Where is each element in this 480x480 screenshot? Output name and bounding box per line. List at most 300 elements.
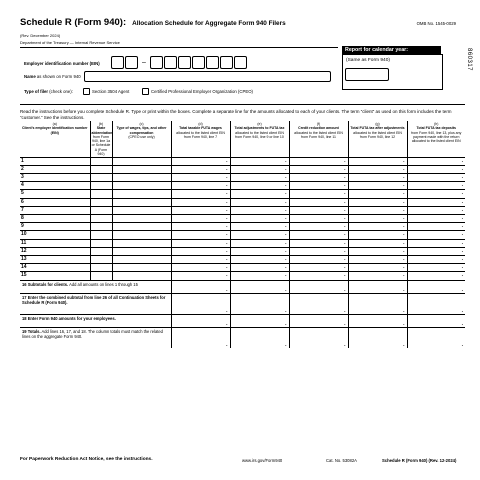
- amount-cell[interactable]: [289, 223, 348, 231]
- amount-cell[interactable]: [407, 247, 465, 255]
- amount-cell[interactable]: [171, 165, 230, 173]
- section-divider: [20, 104, 465, 105]
- report-year-note: (Same as Form 940): [346, 58, 390, 63]
- summary-row: [20, 314, 465, 327]
- amount-cell[interactable]: [289, 231, 348, 239]
- amount-cell[interactable]: [230, 165, 289, 173]
- row-number-cell[interactable]: 12: [20, 247, 90, 255]
- name-field[interactable]: [84, 71, 331, 82]
- amount-cell[interactable]: [289, 272, 348, 280]
- summary-amount-cell[interactable]: [289, 293, 348, 314]
- table-header: [20, 121, 465, 157]
- amount-cell[interactable]: [407, 190, 465, 198]
- decimal-point: .: [403, 182, 405, 189]
- table-row: [20, 182, 465, 190]
- decimal-point: .: [285, 190, 287, 197]
- decimal-point: .: [461, 182, 463, 189]
- filer-type-label-bold: Type of filer: [24, 89, 49, 94]
- amount-cell[interactable]: [171, 182, 230, 190]
- amount-cell[interactable]: [348, 223, 407, 231]
- decimal-point: .: [285, 206, 287, 213]
- amount-cell[interactable]: [171, 231, 230, 239]
- form-identifier: Schedule R (Form 940) (Rev. 12-2024): [382, 458, 457, 463]
- amount-cell[interactable]: [230, 247, 289, 255]
- decimal-point: .: [403, 286, 405, 293]
- compensation-type-cell[interactable]: [112, 173, 171, 181]
- amount-cell[interactable]: [407, 206, 465, 214]
- table-row: [20, 198, 465, 206]
- compensation-type-cell[interactable]: [112, 182, 171, 190]
- amount-cell[interactable]: [230, 206, 289, 214]
- decimal-point: .: [344, 342, 346, 349]
- amount-cell[interactable]: [171, 272, 230, 280]
- department-line: Department of the Treasury — Internal Revenue Service: [20, 40, 120, 45]
- amount-cell[interactable]: [171, 198, 230, 206]
- summary-label-bold: Subtotals for clients.: [27, 281, 69, 287]
- state-cell[interactable]: [90, 272, 112, 280]
- decimal-point: .: [226, 165, 228, 172]
- amount-cell[interactable]: [407, 272, 465, 280]
- revision-date: (Rev. December 2024): [20, 33, 61, 38]
- amount-cell[interactable]: [348, 198, 407, 206]
- ein-digit-box[interactable]: [111, 56, 124, 69]
- table-row: [20, 255, 465, 263]
- decimal-point: .: [403, 198, 405, 205]
- state-cell[interactable]: [90, 198, 112, 206]
- summary-amount-cell[interactable]: [230, 314, 289, 327]
- decimal-point: .: [344, 239, 346, 246]
- summary-amount-cell[interactable]: [230, 327, 289, 348]
- decimal-point: .: [403, 239, 405, 246]
- summary-line-number: 18: [22, 315, 27, 321]
- ein-digit-box[interactable]: [220, 56, 233, 69]
- decimal-point: .: [403, 206, 405, 213]
- amount-cell[interactable]: [171, 206, 230, 214]
- amount-cell[interactable]: [171, 223, 230, 231]
- compensation-type-cell[interactable]: [112, 157, 171, 165]
- decimal-point: .: [226, 173, 228, 180]
- summary-amount-cell[interactable]: [230, 293, 289, 314]
- decimal-point: .: [461, 239, 463, 246]
- ein-label: Employer identification number (EIN): [24, 61, 100, 66]
- amount-cell[interactable]: [230, 239, 289, 247]
- decimal-point: .: [285, 239, 287, 246]
- decimal-point: .: [461, 157, 463, 164]
- decimal-point: .: [403, 231, 405, 238]
- amount-cell[interactable]: [289, 157, 348, 165]
- decimal-point: .: [344, 206, 346, 213]
- table-row: [20, 206, 465, 214]
- amount-cell[interactable]: [348, 206, 407, 214]
- amount-cell[interactable]: [407, 214, 465, 222]
- cpeo-label: Certified Professional Employer Organization (CPEO): [151, 89, 253, 94]
- decimal-point: .: [285, 264, 287, 271]
- decimal-point: .: [285, 272, 287, 279]
- decimal-point: .: [403, 264, 405, 271]
- decimal-point: .: [344, 286, 346, 293]
- decimal-point: .: [226, 255, 228, 262]
- decimal-point: .: [285, 165, 287, 172]
- decimal-point: .: [226, 223, 228, 230]
- decimal-point: .: [285, 255, 287, 262]
- decimal-point: .: [226, 307, 228, 314]
- amount-cell[interactable]: [289, 264, 348, 272]
- column-header: (g) Total FUTA tax after adjustments allocated to the listed client EIN from Form 940, line 12: [348, 121, 407, 157]
- amount-cell[interactable]: [289, 206, 348, 214]
- form-subtitle: Allocation Schedule for Aggregate Form 940 Filers: [132, 20, 286, 27]
- ein-digit-box[interactable]: [125, 56, 138, 69]
- amount-cell[interactable]: [407, 157, 465, 165]
- summary-amount-cell[interactable]: [171, 314, 230, 327]
- decimal-point: .: [226, 239, 228, 246]
- ein-digit-box[interactable]: [192, 56, 205, 69]
- decimal-point: .: [461, 214, 463, 221]
- decimal-point: .: [403, 342, 405, 349]
- amount-cell[interactable]: [289, 214, 348, 222]
- amount-cell[interactable]: [407, 231, 465, 239]
- compensation-type-cell[interactable]: [112, 272, 171, 280]
- amount-cell[interactable]: [407, 173, 465, 181]
- decimal-point: .: [285, 286, 287, 293]
- amount-cell[interactable]: [230, 231, 289, 239]
- state-cell[interactable]: [90, 173, 112, 181]
- decimal-point: .: [461, 342, 463, 349]
- decimal-point: .: [461, 264, 463, 271]
- summary-line-number: 17: [22, 294, 27, 300]
- decimal-point: .: [344, 255, 346, 262]
- decimal-point: .: [344, 231, 346, 238]
- catalog-number: Cat. No. 53082A: [326, 458, 357, 463]
- column-header: (f) Credit reduction amount allocated to the listed client EIN from Form 940, line 11: [289, 121, 348, 157]
- table-row: [20, 272, 465, 280]
- decimal-point: .: [403, 157, 405, 164]
- amount-cell[interactable]: [407, 165, 465, 173]
- amount-cell[interactable]: [348, 182, 407, 190]
- form-side-code: 860317: [466, 48, 472, 72]
- ein-digit-box[interactable]: [164, 56, 177, 69]
- column-header: (e) Total adjustments to FUTA tax allocated to the listed client EIN from Form 940, line 9 or line 10: [230, 121, 289, 157]
- amount-cell[interactable]: [171, 255, 230, 263]
- decimal-point: .: [226, 157, 228, 164]
- table-row: [20, 157, 465, 165]
- amount-cell[interactable]: [348, 272, 407, 280]
- table-row: [20, 223, 465, 231]
- header-divider: [20, 47, 338, 48]
- table-row: [20, 247, 465, 255]
- table-row: [20, 173, 465, 181]
- decimal-point: .: [226, 320, 228, 327]
- column-header: (b) State abbreviation from Form 940, line 1a or Schedule A (Form 940): [91, 122, 113, 157]
- amount-cell[interactable]: [289, 255, 348, 263]
- summary-amount-cell[interactable]: [348, 327, 407, 348]
- summary-label-bold: Enter the combined subtotal from line 26 of all Continuation Sheets for Schedule R (Form 940).: [22, 294, 166, 305]
- decimal-point: .: [403, 255, 405, 262]
- amount-cell[interactable]: [407, 255, 465, 263]
- amount-cell[interactable]: [171, 247, 230, 255]
- decimal-point: .: [285, 198, 287, 205]
- compensation-type-cell[interactable]: [112, 165, 171, 173]
- state-cell[interactable]: [90, 182, 112, 190]
- decimal-point: .: [403, 272, 405, 279]
- decimal-point: .: [285, 307, 287, 314]
- name-label-rest: as shown on Form 940: [35, 74, 81, 79]
- state-cell[interactable]: [90, 190, 112, 198]
- row-number-cell[interactable]: 5: [20, 190, 90, 198]
- decimal-point: .: [403, 223, 405, 230]
- compensation-type-cell[interactable]: [112, 247, 171, 255]
- amount-cell[interactable]: [407, 264, 465, 272]
- decimal-point: .: [344, 198, 346, 205]
- decimal-point: .: [403, 165, 405, 172]
- ein-dash: –: [142, 59, 146, 66]
- decimal-point: .: [226, 190, 228, 197]
- decimal-point: .: [226, 247, 228, 254]
- summary-row: [20, 280, 465, 293]
- amount-cell[interactable]: [171, 157, 230, 165]
- amount-cell[interactable]: [230, 190, 289, 198]
- row-number-cell[interactable]: 11: [20, 239, 90, 247]
- decimal-point: .: [403, 173, 405, 180]
- decimal-point: .: [344, 320, 346, 327]
- decimal-point: .: [226, 264, 228, 271]
- summary-label: [20, 314, 171, 327]
- state-cell[interactable]: [90, 223, 112, 231]
- decimal-point: .: [344, 214, 346, 221]
- summary-label-bold: Totals.: [27, 328, 41, 334]
- amount-cell[interactable]: [348, 231, 407, 239]
- decimal-point: .: [461, 173, 463, 180]
- summary-amount-cell[interactable]: [407, 293, 465, 314]
- summary-amount-cell[interactable]: [407, 280, 465, 293]
- decimal-point: .: [285, 223, 287, 230]
- row-number-cell[interactable]: 1: [20, 157, 90, 165]
- decimal-point: .: [226, 231, 228, 238]
- decimal-point: .: [344, 157, 346, 164]
- summary-label-rest: Add all amounts on lines 1 through 15: [68, 281, 138, 287]
- amount-cell[interactable]: [348, 173, 407, 181]
- decimal-point: .: [461, 165, 463, 172]
- decimal-point: .: [344, 223, 346, 230]
- amount-cell[interactable]: [230, 182, 289, 190]
- row-number-cell[interactable]: 4: [20, 182, 90, 190]
- summary-label: [20, 280, 171, 293]
- cpeo-checkbox[interactable]: [142, 88, 149, 95]
- report-year-header: Report for calendar year:: [342, 46, 441, 54]
- amount-cell[interactable]: [230, 272, 289, 280]
- summary-amount-cell[interactable]: [289, 314, 348, 327]
- decimal-point: .: [344, 165, 346, 172]
- column-header: (c) Type of wages, tips, and other compensation (CPEO use only): [112, 121, 171, 157]
- summary-label-rest: Add lines 16, 17, and 18. The column totals must match the related lines on the aggregate Form 940.: [22, 328, 163, 339]
- state-cell[interactable]: [90, 255, 112, 263]
- summary-line-number: 19: [22, 328, 27, 334]
- amount-cell[interactable]: [289, 239, 348, 247]
- state-cell[interactable]: [90, 206, 112, 214]
- table-row: [20, 165, 465, 173]
- filer-type-label-rest: (check one):: [48, 89, 73, 94]
- amount-cell[interactable]: [348, 165, 407, 173]
- amount-cell[interactable]: [171, 264, 230, 272]
- amount-cell[interactable]: [407, 198, 465, 206]
- amount-cell[interactable]: [230, 198, 289, 206]
- decimal-point: .: [226, 214, 228, 221]
- calendar-year-field[interactable]: [345, 68, 389, 81]
- amount-cell[interactable]: [171, 239, 230, 247]
- summary-amount-cell[interactable]: [171, 280, 230, 293]
- summary-amount-cell[interactable]: [230, 280, 289, 293]
- ein-digit-box[interactable]: [206, 56, 219, 69]
- state-cell[interactable]: [90, 264, 112, 272]
- amount-cell[interactable]: [289, 165, 348, 173]
- amount-cell[interactable]: [348, 264, 407, 272]
- section-3504-agent-checkbox[interactable]: [83, 88, 90, 95]
- compensation-type-cell[interactable]: [112, 239, 171, 247]
- amount-cell[interactable]: [289, 198, 348, 206]
- summary-amount-cell[interactable]: [289, 280, 348, 293]
- decimal-point: .: [461, 206, 463, 213]
- amount-cell[interactable]: [230, 264, 289, 272]
- amount-cell[interactable]: [289, 182, 348, 190]
- decimal-point: .: [285, 342, 287, 349]
- table-row: [20, 190, 465, 198]
- amount-cell[interactable]: [348, 157, 407, 165]
- decimal-point: .: [344, 272, 346, 279]
- summary-label: [20, 327, 171, 348]
- decimal-point: .: [461, 231, 463, 238]
- state-cell[interactable]: [90, 231, 112, 239]
- amount-cell[interactable]: [289, 190, 348, 198]
- decimal-point: .: [344, 173, 346, 180]
- summary-row: [20, 327, 465, 348]
- amount-cell[interactable]: [171, 173, 230, 181]
- ein-digit-box[interactable]: [234, 56, 247, 69]
- decimal-point: .: [461, 198, 463, 205]
- compensation-type-cell[interactable]: [112, 198, 171, 206]
- summary-amount-cell[interactable]: [407, 327, 465, 348]
- amount-cell[interactable]: [407, 239, 465, 247]
- amount-cell[interactable]: [348, 190, 407, 198]
- amount-cell[interactable]: [407, 182, 465, 190]
- summary-row: [20, 293, 465, 314]
- summary-label-bold: Enter Form 940 amounts for your employees.: [27, 315, 116, 321]
- summary-amount-cell[interactable]: [407, 314, 465, 327]
- form-url[interactable]: www.irs.gov/Form940: [242, 458, 283, 463]
- decimal-point: .: [461, 255, 463, 262]
- amount-cell[interactable]: [289, 247, 348, 255]
- decimal-point: .: [344, 307, 346, 314]
- compensation-type-cell[interactable]: [112, 214, 171, 222]
- form-title-main: Schedule R (Form 940):: [20, 17, 127, 28]
- decimal-point: .: [461, 190, 463, 197]
- row-number-cell[interactable]: 13: [20, 255, 90, 263]
- instructions-text: Read the instructions before you complete Schedule R. Type or print within the boxes. Complete a separate line for the amounts allocated to each of your clients. The term “client” as used on this form includes the term “customer.” See the instructions.: [20, 109, 452, 120]
- decimal-point: .: [226, 286, 228, 293]
- decimal-point: .: [461, 286, 463, 293]
- decimal-point: .: [344, 190, 346, 197]
- summary-amount-cell[interactable]: [348, 280, 407, 293]
- ein-digit-box[interactable]: [150, 56, 163, 69]
- compensation-type-cell[interactable]: [112, 255, 171, 263]
- section-3504-agent-label: Section 3504 Agent: [92, 89, 130, 94]
- row-number-cell[interactable]: 7: [20, 206, 90, 214]
- table-row: [20, 264, 465, 272]
- row-number-cell[interactable]: 2: [20, 165, 90, 173]
- decimal-point: .: [461, 272, 463, 279]
- amount-cell[interactable]: [348, 239, 407, 247]
- decimal-point: .: [226, 182, 228, 189]
- allocation-table: [20, 121, 465, 348]
- row-number-cell[interactable]: 9: [20, 223, 90, 231]
- decimal-point: .: [285, 182, 287, 189]
- summary-label: [20, 293, 171, 314]
- table-row: [20, 239, 465, 247]
- amount-cell[interactable]: [230, 214, 289, 222]
- decimal-point: .: [461, 247, 463, 254]
- decimal-point: .: [285, 247, 287, 254]
- compensation-type-cell[interactable]: [112, 223, 171, 231]
- row-number-cell[interactable]: 15: [20, 272, 90, 280]
- amount-cell[interactable]: [171, 214, 230, 222]
- summary-line-number: 16: [22, 281, 27, 287]
- state-cell[interactable]: [90, 247, 112, 255]
- state-cell[interactable]: [90, 239, 112, 247]
- decimal-point: .: [344, 182, 346, 189]
- table-row: [20, 231, 465, 239]
- state-cell[interactable]: [90, 165, 112, 173]
- form-title: [20, 17, 286, 28]
- row-number-cell[interactable]: 6: [20, 198, 90, 206]
- amount-cell[interactable]: [230, 223, 289, 231]
- decimal-point: .: [461, 307, 463, 314]
- name-label-bold: Name: [24, 74, 36, 79]
- compensation-type-cell[interactable]: [112, 190, 171, 198]
- compensation-type-cell[interactable]: [112, 264, 171, 272]
- summary-amount-cell[interactable]: [348, 314, 407, 327]
- summary-amount-cell[interactable]: [289, 327, 348, 348]
- summary-amount-cell[interactable]: [348, 293, 407, 314]
- decimal-point: .: [461, 223, 463, 230]
- summary-amount-cell[interactable]: [171, 293, 230, 314]
- column-header: (d) Total taxable FUTA wages allocated to the listed client EIN from Form 940, line 7: [171, 121, 230, 157]
- row-number-cell[interactable]: 8: [20, 214, 90, 222]
- amount-cell[interactable]: [407, 223, 465, 231]
- amount-cell[interactable]: [171, 190, 230, 198]
- decimal-point: .: [403, 247, 405, 254]
- decimal-point: .: [461, 320, 463, 327]
- amount-cell[interactable]: [230, 157, 289, 165]
- compensation-type-cell[interactable]: [112, 206, 171, 214]
- amount-cell[interactable]: [348, 255, 407, 263]
- ein-digit-box[interactable]: [178, 56, 191, 69]
- amount-cell[interactable]: [348, 247, 407, 255]
- paperwork-notice: For Paperwork Reduction Act Notice, see the instructions.: [20, 457, 153, 462]
- amount-cell[interactable]: [230, 255, 289, 263]
- name-label: [24, 74, 81, 79]
- state-cell[interactable]: [90, 214, 112, 222]
- summary-amount-cell[interactable]: [171, 327, 230, 348]
- row-number-cell[interactable]: 14: [20, 264, 90, 272]
- row-number-cell[interactable]: 3: [20, 173, 90, 181]
- amount-cell[interactable]: [348, 214, 407, 222]
- state-cell[interactable]: [90, 157, 112, 165]
- decimal-point: .: [403, 320, 405, 327]
- decimal-point: .: [285, 231, 287, 238]
- compensation-type-cell[interactable]: [112, 231, 171, 239]
- decimal-point: .: [285, 173, 287, 180]
- row-number-cell[interactable]: 10: [20, 231, 90, 239]
- amount-cell[interactable]: [289, 173, 348, 181]
- amount-cell[interactable]: [230, 173, 289, 181]
